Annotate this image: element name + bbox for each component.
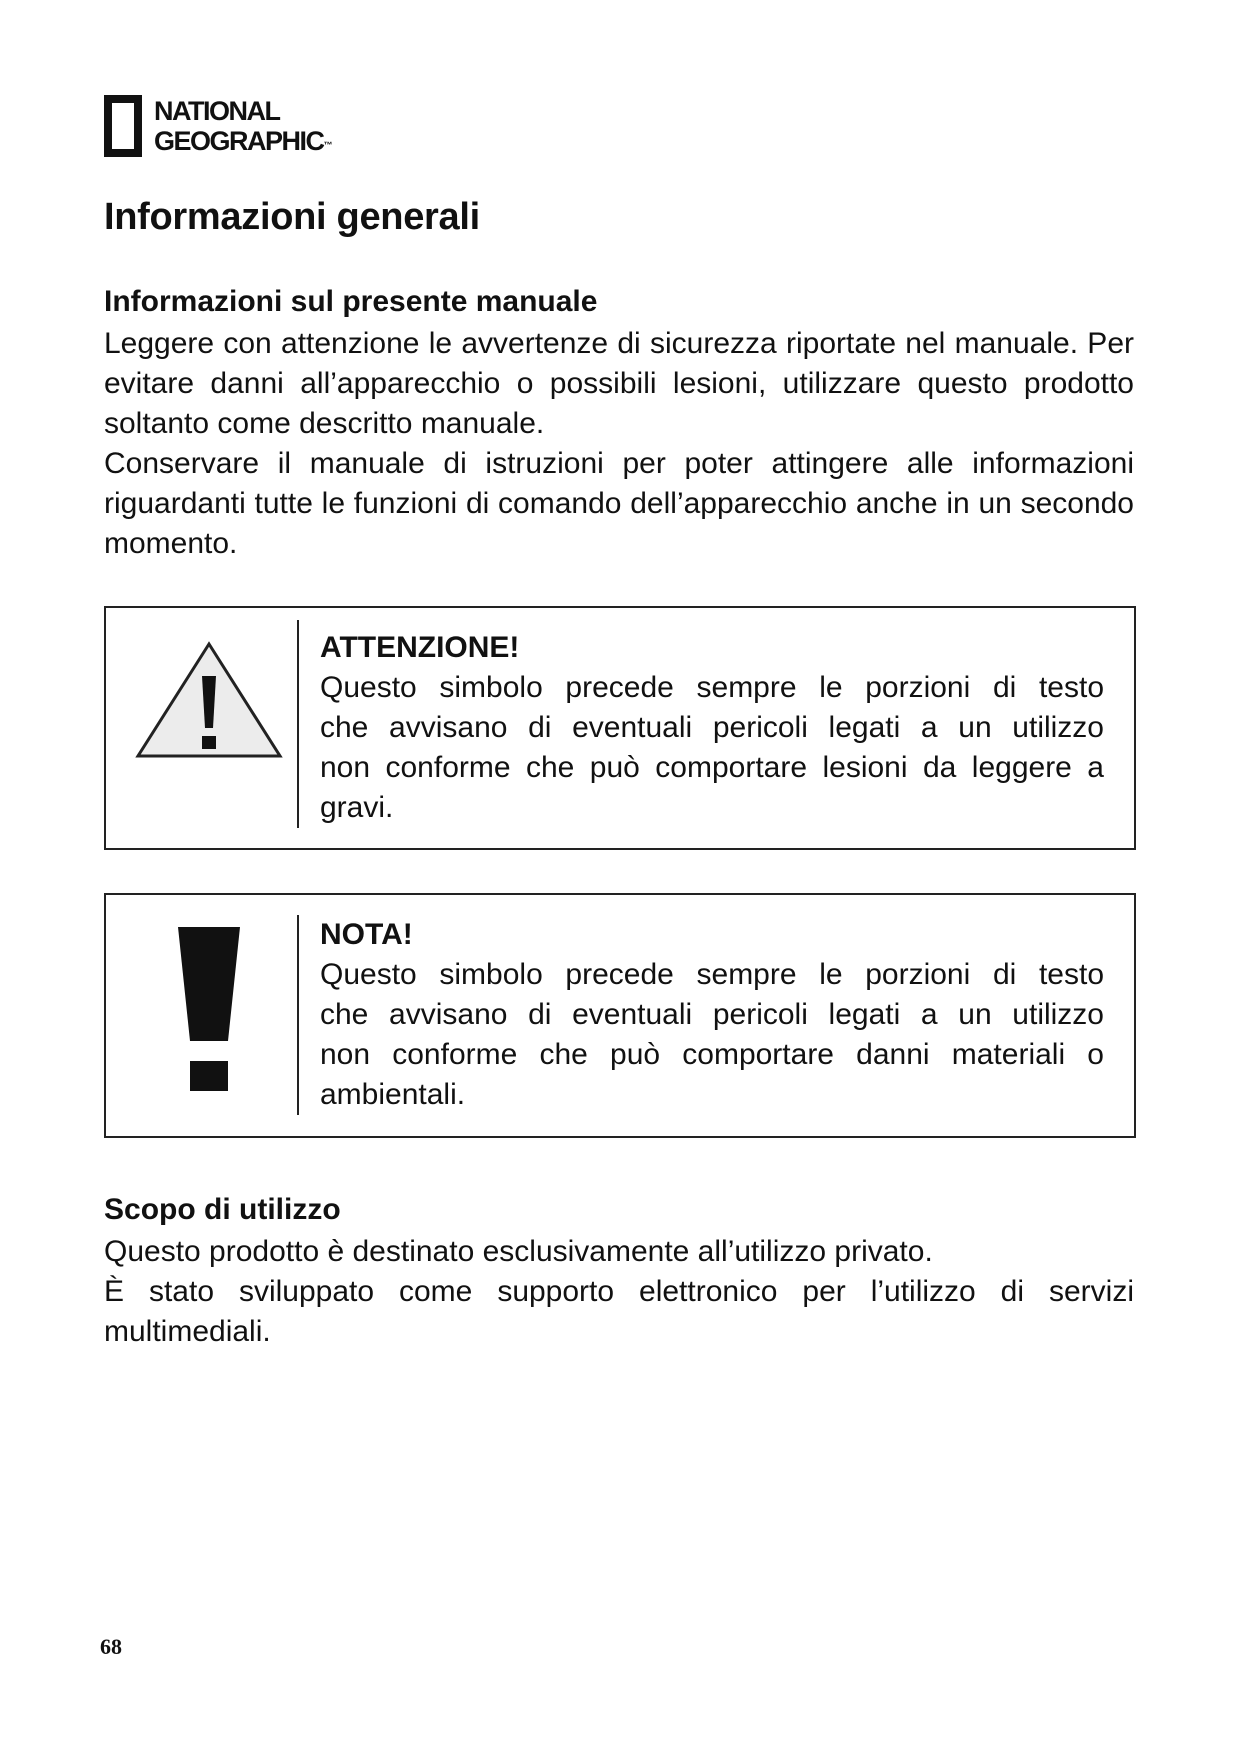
page-title: Informazioni generali (104, 196, 480, 238)
note-box (104, 893, 1136, 1138)
note-divider (297, 915, 299, 1115)
usage-paragraph-1: Questo prodotto è destinato esclusivamente all’utilizzo privato. (104, 1235, 933, 1268)
warning-divider (297, 620, 299, 828)
logo-line-2: GEOGRAPHIC (154, 126, 324, 156)
warning-text: Questo simbolo precede sempre le porzioni di testo che avvisano di eventuali pericoli legati a un utilizzo non conforme che può comportare lesioni da leggere a gravi. (320, 671, 1104, 824)
logo-trademark: ™ (323, 140, 333, 150)
manual-section-heading: Informazioni sul presente manuale (104, 285, 598, 318)
note-title: NOTA! (320, 918, 413, 951)
logo-line-1: NATIONAL (154, 96, 280, 126)
warning-content (320, 628, 1104, 828)
note-text: Questo simbolo precede sempre le porzioni di testo che avvisano di eventuali pericoli legati a un utilizzo non conforme che può comportare danni materiali o ambientali. (320, 958, 1104, 1111)
note-content (320, 915, 1104, 1115)
usage-section-heading: Scopo di utilizzo (104, 1193, 341, 1226)
manual-section (104, 282, 1134, 564)
warning-title: ATTENZIONE! (320, 631, 520, 664)
manual-paragraph-2: Conservare il manuale di istruzioni per poter attingere alle informazioni riguardanti tutte le funzioni di comando dell’apparecchio anche in un secondo momento. (104, 447, 1134, 560)
usage-paragraph-2: È stato sviluppato come supporto elettronico per l’utilizzo di servizi multimediali. (104, 1275, 1134, 1348)
exclamation-icon (134, 923, 284, 1093)
usage-section (104, 1190, 1134, 1352)
manual-paragraph-1: Leggere con attenzione le avvertenze di sicurezza riportate nel manuale. Per evitare danni all’apparecchio o possibili lesioni, utilizzare questo prodotto soltanto come descritto manuale. (104, 327, 1134, 440)
warning-triangle-icon (134, 638, 284, 768)
national-geographic-logo (104, 95, 333, 157)
page-number: 68 (100, 1634, 122, 1659)
logo-wordmark (154, 96, 333, 156)
logo-yellow-border-icon (104, 95, 142, 157)
warning-box (104, 606, 1136, 850)
